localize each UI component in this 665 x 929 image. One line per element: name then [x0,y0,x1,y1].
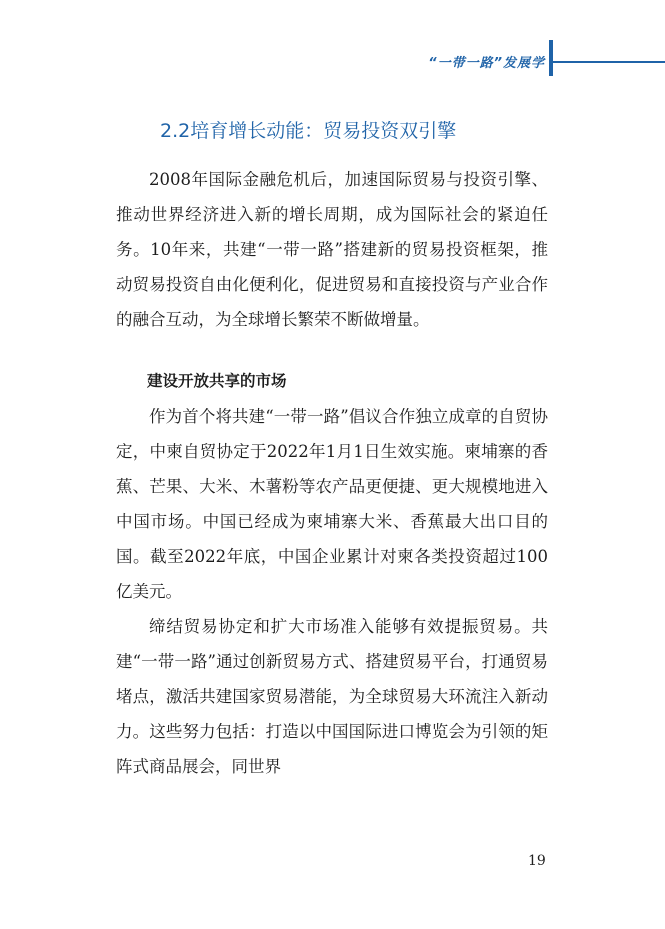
paragraph-trade: 缔结贸易协定和扩大市场准入能够有效提振贸易。共建“一带一路”通过创新贸易方式、搭建贸易平台，打通贸易堵点，激活共建国家贸易潜能，为全球贸易大环流注入新动力。这些努力包括：打造以中国国际进口博览会为引领的矩阵式商品展会，同世界 [116,617,548,776]
section-title: 2.2培育增长动能：贸易投资双引擎 [160,120,457,142]
header-vertical-bar [549,40,553,76]
header-rule [553,61,665,63]
body-text [116,162,548,784]
paragraph-cambodia: 作为首个将共建“一带一路”倡议合作独立成章的自贸协定，中柬自贸协定于2022年1月1日生效实施。柬埔寨的香蕉、芒果、大米、木薯粉等农产品更便捷、更大规模地进入中国市场。中国已经成为柬埔寨大米、香蕉最大出口目的国。截至2022年底，中国企业累计对柬各类投资超过100亿美元。 [116,407,548,601]
running-head: “一带一路”发展学 [428,56,545,71]
paragraph-intro: 2008年国际金融危机后，加速国际贸易与投资引擎、推动世界经济进入新的增长周期，成为国际社会的紧迫任务。10年来，共建“一带一路”搭建新的贸易投资框架，推动贸易投资自由化便利化，促进贸易和直接投资与产业合作的融合互动，为全球增长繁荣不断做增量。 [116,170,548,329]
page-number: 19 [528,853,546,869]
subheading: 建设开放共享的市场 [147,372,287,390]
